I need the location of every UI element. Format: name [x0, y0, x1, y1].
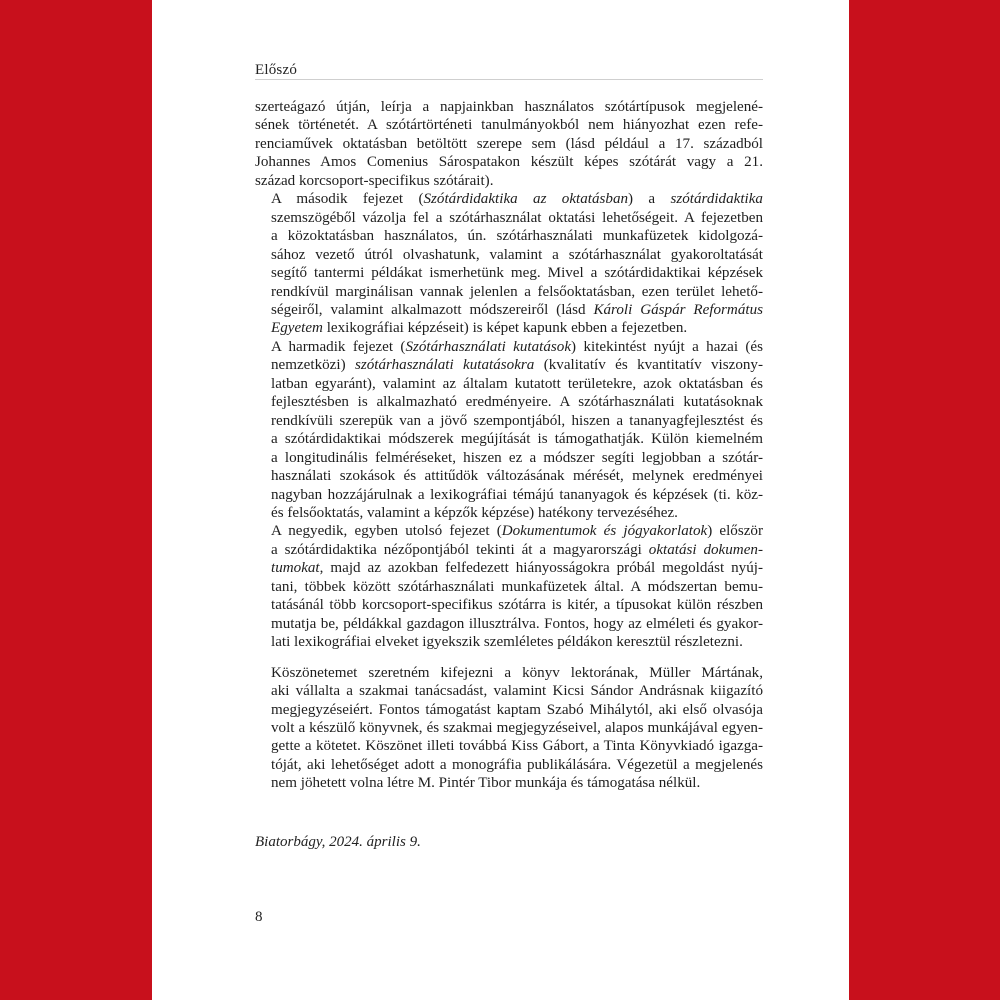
text-line: ségeiről, valamint alkalmazott módszereiről (lásd Károli Gáspár Református: [271, 301, 763, 318]
text-line: Köszönetemet szeretném kifejezni a könyv lektorának, Müller Mártának,: [271, 664, 763, 681]
text-line: század korcsoport-specifikus szótárait).: [255, 172, 494, 189]
text-line: sének történetét. A szótártörténeti tanulmányokból nem hiányozhat ezen refe-: [255, 117, 763, 134]
page-number: 8: [255, 909, 263, 925]
text-line: Johannes Amos Comenius Sárospatakon készült képes szótárát vagy a 21.: [255, 154, 763, 171]
header-divider: [255, 79, 763, 80]
text-line: szemszögéből vázolja fel a szótárhasználat oktatási lehetőségeit. A fejezetben: [271, 209, 763, 226]
text-line: A harmadik fejezet (Szótárhasználati kutatások) kitekintést nyújt a hazai (és: [271, 338, 763, 355]
institution-italic: Egyetem: [271, 320, 323, 337]
text-line: Egyetem lexikográfiai képzéseit) is képet kapunk ebben a fejezetben.: [271, 320, 688, 337]
text-line: a szótárdidaktika nézőpontjából tekinti át a magyarországi oktatási dokumen-: [271, 541, 763, 558]
text-line: segítő tantermi példákat ismerhetünk meg. Mivel a szótárdidaktikai képzések: [271, 265, 763, 282]
paragraph-acknowledgements: [255, 664, 763, 793]
chapter-title-italic: Dokumentumok és jógyakorlatok: [501, 523, 708, 540]
paragraph-chapter-four: [255, 522, 763, 651]
text-line: a közoktatásban használatos, ún. szótárhasználati munkafüzetek kidolgozá-: [271, 228, 763, 245]
text-line: renciaművek oktatásban betöltött szerepe sem (lásd például a 17. századból: [255, 135, 763, 152]
text-line: a szótárdidaktikai módszerek megújítását is támogathatják. Külön kiemelném: [271, 431, 763, 448]
text-line: tóját, aki lehetőséget adott a monográfia publikálására. Végezetül a megjelenés: [271, 756, 763, 773]
chapter-title-italic: Szótárdidaktika az oktatásban: [423, 191, 629, 208]
text-line: nagyban hozzájárulnak a lexikográfiai témájú tananyagok és képzések (ti. köz-: [271, 486, 763, 503]
text-line: fejlesztésben is alkalmazható eredményeire. A szótárhasználati kutatásoknak: [271, 394, 763, 411]
text-line: mutatja be, példákkal gazdagon illusztrálva. Fontos, hogy az elméleti és gyakor-: [271, 615, 763, 632]
text-line: használati szokások és attitűdök változásának mérését, melynek eredményei: [271, 468, 763, 485]
text-line: szerteágazó útján, leírja a napjainkban használatos szótártípusok megjelené-: [255, 99, 763, 115]
institution-italic: Károli Gáspár Református: [593, 301, 763, 318]
text-line: lati lexikográfiai elveket igyekszik szemléletes példákon keresztül részletezni.: [271, 634, 743, 651]
chapter-title-italic: Szótárhasználati kutatások: [405, 338, 572, 355]
term-italic: szótárhasználati kutatásokra: [354, 357, 535, 374]
term-italic: tumokat: [271, 560, 320, 577]
text-line: aki vállalta a szakmai tanácsadást, valamint Kicsi Sándor Andrásnak kiigazító: [271, 683, 763, 700]
text-line: nem jöhetett volna létre M. Pintér Tibor munkája és támogatása nélkül.: [271, 775, 701, 792]
text-line: A második fejezet (Szótárdidaktika az oktatásban) a szótárdidaktika: [271, 191, 763, 208]
text-line: A negyedik, egyben utolsó fejezet (Dokumentumok és jógyakorlatok) először: [271, 523, 763, 540]
term-italic: oktatási dokumen-: [648, 541, 763, 558]
text-line: a longitudinális felméréseket, hiszen ez a módszer segíti legjobban a szótár-: [271, 449, 763, 466]
body-text: [255, 98, 763, 793]
text-line: sához vezető útról olvashatunk, valamint a szótárhasználat gyakoroltatását: [271, 246, 763, 263]
text-line: tumokat, majd az azokban felfedezett hiányosságokra próbál megoldást nyúj-: [271, 560, 763, 577]
paragraph-intro-continuation: [255, 98, 763, 190]
paragraph-chapter-two: [255, 190, 763, 338]
text-line: latban egyaránt), valamint az általam kutatott területekre, azok oktatásban és: [271, 375, 763, 392]
book-page: [152, 0, 849, 1000]
text-line: tatásánál több korcsoport-specifikus szótárra is kitér, a típusokat külön részben: [271, 597, 763, 614]
text-line: nemzetközi) szótárhasználati kutatásokra (kvalitatív és kvantitatív viszony-: [271, 357, 763, 374]
text-line: és felsőoktatás, valamint a képzők képzése) hatékony tervezéséhez.: [271, 504, 678, 521]
text-line: rendkívüli szerepük van a jövő szempontjából, hiszen a tananyagfejlesztést és: [271, 412, 763, 429]
signoff-place-date: Biatorbágy, 2024. április 9.: [255, 834, 421, 850]
text-line: gette a kötetet. Köszönet illeti továbbá Kiss Gábort, a Tinta Könyvkiadó igazga-: [271, 738, 763, 755]
paragraph-chapter-three: [255, 338, 763, 523]
term-italic: szótárdidaktika: [670, 191, 763, 208]
paragraph-spacer: [255, 652, 763, 664]
text-line: megjegyzéseiért. Fontos támogatást kaptam Szabó Mihálytól, aki első olvasója: [271, 701, 763, 718]
text-line: rendkívül marginálisan vannak jelenlen a felsőoktatásban, ezen terület lehető-: [271, 283, 763, 300]
text-line: tani, többek között szótárhasználati munkafüzetek által. A módszertan bemu-: [271, 578, 763, 595]
running-head: Előszó: [255, 62, 298, 78]
text-line: volt a készülő könyvnek, és szakmai megjegyzéseivel, alapos munkájával egyen-: [271, 719, 763, 736]
